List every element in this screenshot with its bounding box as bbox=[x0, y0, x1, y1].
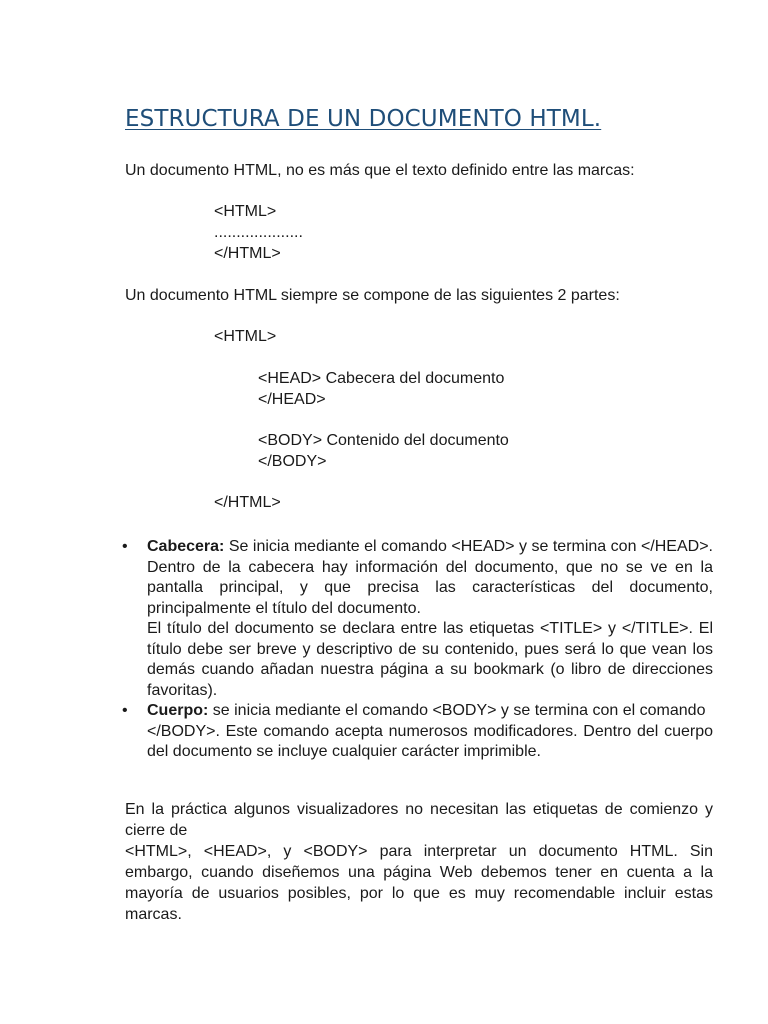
example2-html-open: <HTML> bbox=[214, 328, 277, 345]
bullet-icon: • bbox=[122, 702, 128, 719]
bullet-paragraph-continued: El título del documento se declara entre las etiquetas <TITLE> y </TITLE>. El título debe ser breve y descriptivo de su contenido, pues será lo que vean los demás cuando añadan nuestra página a su bookmark (o libro de direcciones favoritas). bbox=[147, 620, 713, 699]
example1-html-close: </HTML> bbox=[214, 245, 281, 262]
example2-body-open: <BODY> Contenido del documento bbox=[258, 432, 509, 449]
bullet-paragraph bbox=[147, 701, 713, 722]
list-item bbox=[122, 537, 713, 701]
intro-paragraph: Un documento HTML, no es más que el texto definido entre las marcas: bbox=[125, 162, 635, 179]
parts-bullet-list bbox=[122, 537, 713, 763]
example2-head-open: <HEAD> Cabecera del documento bbox=[258, 370, 505, 387]
closing-paragraph-line: <HTML>, <HEAD>, y <BODY> para interpretar un documento HTML. Sin embargo, cuando diseñemos una página Web debemos tener en cuenta a la mayoría de usuarios posibles, por lo que es muy recomendable incluir estas marcas. bbox=[125, 843, 713, 923]
bullet-icon: • bbox=[122, 538, 128, 555]
example2-head-close: </HEAD> bbox=[258, 391, 326, 408]
example2-html-close: </HTML> bbox=[214, 494, 281, 511]
bullet-paragraph bbox=[147, 537, 713, 619]
closing-paragraph bbox=[125, 799, 713, 925]
bullet-term: Cuerpo: bbox=[147, 702, 209, 719]
example2-body-close: </BODY> bbox=[258, 453, 327, 470]
bullet-paragraph-continued: </BODY>. Este comando acepta numerosos modificadores. Dentro del cuerpo del documento se incluye cualquier carácter imprimible. bbox=[147, 722, 713, 760]
bullet-description: Se inicia mediante el comando <HEAD> y se termina con </HEAD>. Dentro de la cabecera hay información del documento, que no se ve en la pantalla principal, y que precisa las características del documento, principalmente el título del documento. bbox=[147, 538, 713, 617]
parts-intro-paragraph: Un documento HTML siempre se compone de las siguientes 2 partes: bbox=[125, 287, 620, 304]
example1-html-open: <HTML> bbox=[214, 203, 277, 220]
bullet-description: se inicia mediante el comando <BODY> y se termina con el comando bbox=[208, 702, 706, 719]
document-title: ESTRUCTURA DE UN DOCUMENTO HTML. bbox=[125, 106, 602, 132]
bullet-term: Cabecera: bbox=[147, 538, 225, 555]
list-item bbox=[122, 701, 713, 763]
closing-paragraph-line: En la práctica algunos visualizadores no necesitan las etiquetas de comienzo y cierre de bbox=[125, 801, 713, 839]
example1-dots: .................... bbox=[214, 224, 303, 241]
